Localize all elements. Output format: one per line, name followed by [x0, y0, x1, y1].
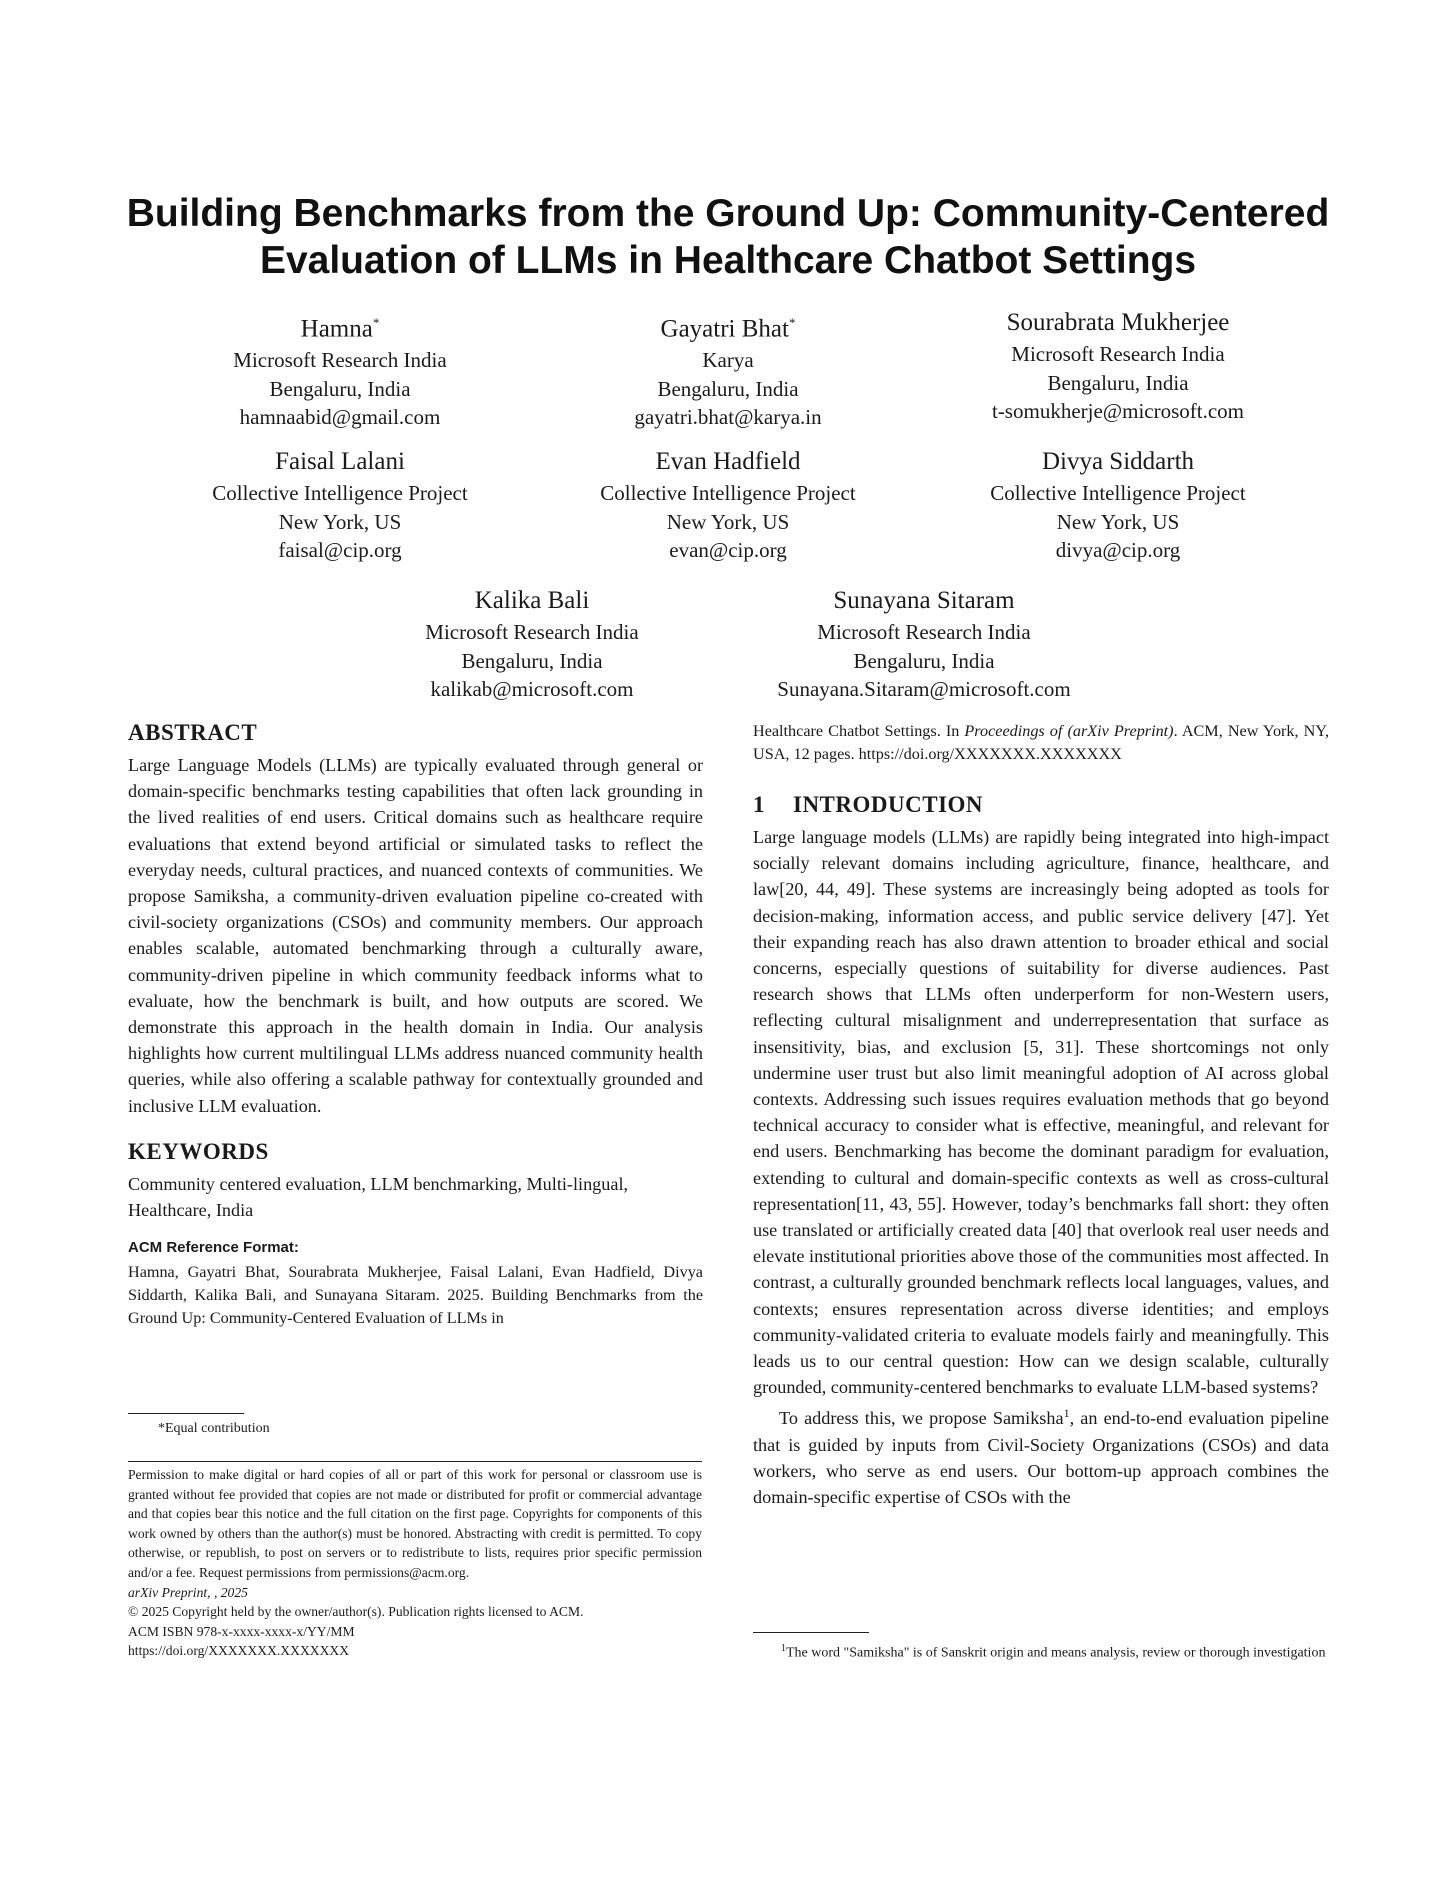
author-email[interactable]: divya@cip.org: [1055, 538, 1181, 562]
acm-reference-text: Hamna, Gayatri Bhat, Sourabrata Mukherjee, Faisal Lalani, Evan Hadfield, Divya Siddarth, Kalika Bali, and Sunayana Sitaram. 2025. Building Benchmarks from the Ground Up: Community-Centered Evaluation of LLMs in: [128, 1263, 703, 1328]
author-location: Bengaluru, India: [1047, 370, 1189, 395]
author-affiliation: Microsoft Research India: [1011, 342, 1225, 366]
author-location: New York, US: [278, 509, 402, 534]
author-name: Sunayana Sitaram: [833, 587, 1015, 614]
permission-rule: [128, 1461, 702, 1462]
author-affiliation: Collective Intelligence Project: [990, 481, 1246, 505]
acm-reference-venue: Proceedings of (arXiv Preprint): [964, 722, 1174, 740]
footnote-ref-1[interactable]: 1: [1063, 1406, 1070, 1421]
author-affiliation: Microsoft Research India: [817, 620, 1031, 644]
section-number: 1: [753, 792, 765, 817]
title-line-1: Building Benchmarks from the Ground Up: Community-Centered: [126, 192, 1330, 235]
author-name: Divya Siddarth: [1041, 448, 1195, 475]
footnote-1-text: The word "Samiksha" is of Sanskrit origin and means analysis, review or thorough investigation: [786, 1645, 1326, 1661]
author-email[interactable]: evan@cip.org: [669, 538, 787, 562]
abstract-text: Large Language Models (LLMs) are typically evaluated through general or domain-specific benchmarks testing capabilities that often lack grounding in the lived realities of end users. Critical domains such as healthcare require evaluations that extend beyond artificial or simulated tasks to reflect the everyday needs, cultural practices, and nuanced contexts of communities. We propose Samiksha, a community-driven evaluation pipeline co-created with civil-society organizations (CSOs) and community members. Our approach enables scalable, automated benchmarking through a culturally aware, community-driven pipeline in which community feedback informs what to evaluate, how the benchmark is built, and how outputs are scored. We demonstrate this approach in the health domain in India. Our analysis highlights how current multilingual LLMs address nuanced community health queries, while also offering a scalable pathway for contextually grounded and inclusive LLM evaluation.: [128, 755, 703, 1116]
acm-reference-continued-prefix: Healthcare Chatbot Settings. In: [753, 722, 965, 740]
right-column: [753, 720, 1329, 1510]
author-block: [332, 584, 732, 704]
author-name: Faisal Lalani: [275, 448, 405, 475]
author-block: [918, 306, 1318, 426]
author-affiliation: Collective Intelligence Project: [212, 481, 468, 505]
permission-isbn: ACM ISBN 978-x-xxxx-xxxx-x/YY/MM: [128, 1623, 355, 1639]
title-line-2: Evaluation of LLMs in Healthcare Chatbot Settings: [259, 239, 1197, 282]
author-location: Bengaluru, India: [853, 648, 995, 673]
author-email[interactable]: gayatri.bhat@karya.in: [634, 405, 822, 430]
author-block: [528, 306, 928, 432]
paragraph-2-start: To address this, we propose Samiksha: [779, 1408, 1064, 1429]
section-title: INTRODUCTION: [793, 792, 984, 817]
author-location: Bengaluru, India: [269, 376, 411, 401]
paper-title: [80, 190, 1376, 284]
author-location: Bengaluru, India: [657, 376, 799, 401]
footnote-1: [753, 1639, 1329, 1663]
left-column: [128, 718, 703, 1330]
author-name: Hamna: [300, 315, 373, 343]
permission-notice: [128, 1465, 702, 1661]
footnote-1-mark: 1: [781, 1643, 786, 1654]
author-location: New York, US: [1056, 509, 1180, 534]
author-affiliation: Microsoft Research India: [233, 348, 447, 373]
introduction-heading: [753, 790, 1329, 820]
author-email[interactable]: Sunayana.Sitaram@microsoft.com: [777, 677, 1071, 701]
footnote-rule: [128, 1413, 244, 1414]
keywords-text: Community centered evaluation, LLM benchmarking, Multi-lingual, Healthcare, India: [128, 1173, 629, 1221]
permission-venue: arXiv Preprint, , 2025: [128, 1584, 248, 1600]
footnote-rule: [753, 1632, 869, 1633]
author-name: Evan Hadfield: [655, 448, 801, 475]
author-location: Bengaluru, India: [461, 648, 603, 673]
author-location: New York, US: [666, 509, 790, 534]
permission-text: Permission to make digital or hard copies of all or part of this work for personal or classroom use is granted without fee provided that copies are not made or distributed for profit or commercial advantage and that copies bear this notice and the full citation on the first page. Copyrights for components of this work owned by others than the author(s) must be honored. Abstracting with credit is permitted. To copy otherwise, or republish, to post on servers or to redistribute to lists, requires prior specific permission and/or a fee. Request permissions from permissions@acm.org.: [128, 1467, 702, 1580]
keywords-heading: KEYWORDS: [128, 1138, 269, 1164]
author-block: [140, 445, 540, 565]
equal-contribution-mark: *: [788, 315, 796, 330]
author-email[interactable]: kalikab@microsoft.com: [430, 677, 634, 701]
author-block: [528, 445, 928, 565]
author-name: Kalika Bali: [474, 587, 590, 614]
author-affiliation: Microsoft Research India: [425, 620, 639, 644]
acm-reference-continued: [753, 720, 1329, 766]
introduction-paragraph-1: Large language models (LLMs) are rapidly being integrated into high-impact socially relevant domains including agriculture, finance, healthcare, and law[20, 44, 49]. These systems are increasingly being adopted as tools for decision-making, information access, and public service delivery [47]. Yet their expanding reach has also drawn attention to broader ethical and social concerns, especially questions of suitability for diverse audiences. Past research shows that LLMs often underperform for non-Western users, reflecting cultural misalignment and underrepresentation that surface as insensitivity, bias, and exclusion [5, 31]. These shortcomings not only undermine user trust but also limit meaningful adoption of AI across global contexts. Addressing such issues requires evaluation methods that go beyond technical accuracy to consider what is effective, meaningful, and relevant for end users. Benchmarking has become the dominant paradigm for evaluation, extending to cultural and domain-specific contexts as well as cross-cultural representation[11, 43, 55]. However, today’s benchmarks fall short: they often use translated or artificially created data [40] that overlook real user needs and elevate institutional priorities above those of the communities most affected. In contrast, a culturally grounded benchmark reflects local languages, values, and contexts; ensures representation across diverse identities; and employs community-validated criteria to evaluate models fairly and meaningfully. This leads us to our central question: How can we design scalable, culturally grounded, community-centered benchmarks to evaluate LLM-based systems?: [753, 827, 1329, 1398]
permission-copyright: © 2025 Copyright held by the owner/author(s). Publication rights licensed to ACM.: [128, 1604, 584, 1620]
author-affiliation: Collective Intelligence Project: [600, 481, 856, 505]
author-name: Gayatri Bhat: [660, 315, 789, 343]
author-email[interactable]: faisal@cip.org: [278, 538, 402, 562]
author-affiliation: Karya: [702, 348, 754, 373]
author-block: [918, 445, 1318, 565]
author-block: [140, 306, 540, 432]
acm-reference-continued-suffix: . ACM, New York, NY, USA, 12 pages. https://doi.org/XXXXXXX.XXXXXXX: [753, 722, 1330, 763]
abstract-heading: ABSTRACT: [128, 720, 258, 745]
equal-contribution-footnote: *Equal contribution: [158, 1421, 270, 1436]
permission-doi[interactable]: https://doi.org/XXXXXXX.XXXXXXX: [128, 1643, 350, 1659]
author-email[interactable]: hamnaabid@gmail.com: [239, 405, 441, 430]
paragraph-2-rest: , an end-to-end evaluation pipeline that is guided by inputs from Civil-Society Organizations (CSOs) and data workers, who serve as end users. Our bottom-up approach combines the domain-specific expertise of CSOs with the: [753, 1408, 1329, 1508]
author-name: Sourabrata Mukherjee: [1006, 309, 1230, 336]
equal-contribution-mark: *: [372, 315, 380, 330]
introduction-paragraph-2: [753, 1400, 1329, 1510]
acm-reference-heading: ACM Reference Format:: [128, 1239, 299, 1257]
author-email[interactable]: t-somukherje@microsoft.com: [991, 399, 1245, 423]
author-block: [724, 584, 1124, 704]
